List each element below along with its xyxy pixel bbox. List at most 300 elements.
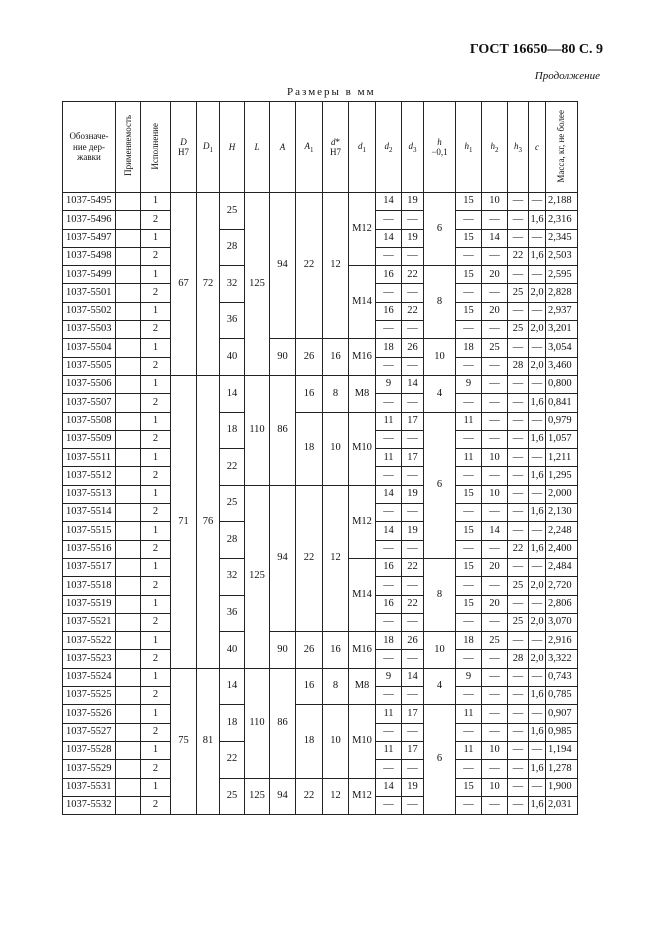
- table-cell: 2: [141, 540, 171, 558]
- designation-cell: 1037-5516: [63, 540, 116, 558]
- table-cell: —: [482, 430, 508, 448]
- merged-cell: 12: [323, 485, 349, 631]
- table-cell: 1,6: [529, 723, 546, 741]
- table-cell: —: [508, 430, 529, 448]
- table-cell: 1: [141, 778, 171, 796]
- table-cell: 2: [141, 687, 171, 705]
- table-cell: —: [508, 412, 529, 430]
- table-cell: 14: [482, 229, 508, 247]
- merged-cell: M16: [349, 632, 376, 669]
- mass-cell: 3,322: [546, 650, 578, 668]
- table-cell: 17: [402, 449, 424, 467]
- table-cell: —: [456, 211, 482, 229]
- mass-cell: 0,743: [546, 668, 578, 686]
- table-cell: 19: [402, 778, 424, 796]
- table-cell: 19: [402, 522, 424, 540]
- table-cell: —: [482, 577, 508, 595]
- table-cell: —: [482, 247, 508, 265]
- table-cell: —: [508, 595, 529, 613]
- table-cell: 16: [376, 266, 402, 284]
- designation-cell: 1037-5524: [63, 668, 116, 686]
- table-cell: 9: [456, 668, 482, 686]
- table-cell: —: [482, 375, 508, 393]
- table-cell: 10: [482, 449, 508, 467]
- merged-cell: 110: [245, 375, 270, 485]
- empty-cell: [116, 540, 141, 558]
- merged-cell: 22: [296, 485, 323, 631]
- merged-cell: 25: [220, 485, 245, 522]
- empty-cell: [116, 687, 141, 705]
- table-cell: 14: [376, 778, 402, 796]
- table-cell: 18: [456, 339, 482, 357]
- table-cell: —: [402, 650, 424, 668]
- table-cell: —: [529, 558, 546, 576]
- merged-cell: 94: [270, 193, 296, 339]
- table-cell: 19: [402, 485, 424, 503]
- merged-cell: 6: [424, 705, 456, 815]
- table-cell: —: [402, 504, 424, 522]
- table-cell: 2: [141, 430, 171, 448]
- table-cell: —: [456, 687, 482, 705]
- table-cell: 1: [141, 412, 171, 430]
- table-cell: —: [508, 687, 529, 705]
- table-cell: 1: [141, 193, 171, 211]
- table-cell: —: [508, 668, 529, 686]
- table-cell: —: [529, 229, 546, 247]
- empty-cell: [116, 302, 141, 320]
- table-cell: 17: [402, 741, 424, 759]
- table-cell: —: [508, 211, 529, 229]
- table-cell: —: [529, 266, 546, 284]
- merged-cell: 12: [323, 778, 349, 815]
- table-cell: 2: [141, 723, 171, 741]
- table-cell: 22: [508, 247, 529, 265]
- table-cell: —: [529, 449, 546, 467]
- table-cell: —: [376, 723, 402, 741]
- mass-cell: 2,937: [546, 302, 578, 320]
- table-cell: 11: [456, 412, 482, 430]
- table-cell: 17: [402, 412, 424, 430]
- empty-cell: [116, 595, 141, 613]
- table-cell: —: [456, 723, 482, 741]
- table-cell: 1: [141, 339, 171, 357]
- table-cell: —: [508, 760, 529, 778]
- table-cell: 19: [402, 229, 424, 247]
- merged-cell: 90: [270, 632, 296, 669]
- mass-cell: 2,720: [546, 577, 578, 595]
- table-cell: 11: [376, 449, 402, 467]
- empty-cell: [116, 668, 141, 686]
- table-cell: 15: [456, 485, 482, 503]
- table-cell: —: [529, 778, 546, 796]
- table-cell: 2: [141, 211, 171, 229]
- table-cell: —: [402, 723, 424, 741]
- table-cell: —: [529, 741, 546, 759]
- table-cell: 1: [141, 668, 171, 686]
- col-h3: $h_3$: [508, 102, 529, 193]
- empty-cell: [116, 723, 141, 741]
- col-A1: $A_1$: [296, 102, 323, 193]
- table-cell: —: [456, 284, 482, 302]
- table-cell: —: [376, 211, 402, 229]
- merged-cell: 22: [220, 449, 245, 486]
- table-cell: 1: [141, 485, 171, 503]
- mass-cell: 0,979: [546, 412, 578, 430]
- mass-cell: 0,841: [546, 394, 578, 412]
- designation-cell: 1037-5527: [63, 723, 116, 741]
- merged-cell: M14: [349, 266, 376, 339]
- table-cell: 2,0: [529, 284, 546, 302]
- empty-cell: [116, 193, 141, 211]
- table-cell: 25: [482, 632, 508, 650]
- merged-cell: 18: [296, 705, 323, 778]
- merged-cell: 40: [220, 632, 245, 669]
- designation-cell: 1037-5517: [63, 558, 116, 576]
- table-cell: 2: [141, 650, 171, 668]
- table-cell: 14: [402, 375, 424, 393]
- table-cell: —: [456, 760, 482, 778]
- designation-cell: 1037-5508: [63, 412, 116, 430]
- merged-cell: 26: [296, 339, 323, 376]
- designation-cell: 1037-5501: [63, 284, 116, 302]
- mass-cell: 2,248: [546, 522, 578, 540]
- table-cell: —: [456, 357, 482, 375]
- table-cell: —: [376, 284, 402, 302]
- table-cell: 14: [402, 668, 424, 686]
- table-cell: 1,6: [529, 394, 546, 412]
- mass-cell: 2,316: [546, 211, 578, 229]
- table-cell: —: [376, 430, 402, 448]
- mass-cell: 2,130: [546, 504, 578, 522]
- mass-cell: 2,484: [546, 558, 578, 576]
- table-cell: —: [508, 229, 529, 247]
- table-cell: —: [508, 193, 529, 211]
- table-cell: 16: [376, 595, 402, 613]
- merged-cell: 76: [197, 375, 220, 668]
- mass-cell: 1,295: [546, 467, 578, 485]
- empty-cell: [116, 430, 141, 448]
- table-cell: 25: [508, 577, 529, 595]
- table-cell: 15: [456, 229, 482, 247]
- merged-cell: 75: [171, 668, 197, 814]
- merged-cell: M12: [349, 193, 376, 266]
- table-cell: 9: [376, 668, 402, 686]
- table-cell: 15: [456, 266, 482, 284]
- table-row: [63, 632, 578, 650]
- table-cell: 25: [508, 321, 529, 339]
- merged-cell: 67: [171, 193, 197, 376]
- table-cell: 1,6: [529, 467, 546, 485]
- mass-cell: 3,460: [546, 357, 578, 375]
- col-d3: $d_3$: [402, 102, 424, 193]
- merged-cell: 22: [296, 193, 323, 339]
- table-row: [63, 412, 578, 430]
- table-cell: 1,6: [529, 796, 546, 814]
- table-cell: 2: [141, 467, 171, 485]
- designation-cell: 1037-5495: [63, 193, 116, 211]
- table-cell: —: [402, 613, 424, 631]
- designation-cell: 1037-5512: [63, 467, 116, 485]
- table-cell: —: [508, 705, 529, 723]
- merged-cell: 32: [220, 266, 245, 303]
- table-cell: 26: [402, 339, 424, 357]
- table-cell: —: [376, 796, 402, 814]
- table-cell: 28: [508, 650, 529, 668]
- table-cell: 2: [141, 247, 171, 265]
- table-cell: 28: [508, 357, 529, 375]
- table-cell: 22: [402, 302, 424, 320]
- table-cell: —: [482, 687, 508, 705]
- merged-cell: 8: [323, 668, 349, 705]
- table-cell: —: [402, 796, 424, 814]
- merged-cell: 10: [323, 705, 349, 778]
- col-L: L: [245, 102, 270, 193]
- table-cell: —: [482, 650, 508, 668]
- table-cell: —: [508, 504, 529, 522]
- table-cell: 25: [508, 613, 529, 631]
- empty-cell: [116, 778, 141, 796]
- table-cell: —: [456, 394, 482, 412]
- table-cell: —: [508, 558, 529, 576]
- designation-cell: 1037-5529: [63, 760, 116, 778]
- designation-cell: 1037-5513: [63, 485, 116, 503]
- empty-cell: [116, 284, 141, 302]
- table-cell: 1,6: [529, 504, 546, 522]
- table-cell: —: [482, 705, 508, 723]
- merged-cell: M12: [349, 485, 376, 558]
- empty-cell: [116, 375, 141, 393]
- table-cell: 16: [376, 302, 402, 320]
- table-cell: —: [529, 522, 546, 540]
- table-row: [63, 485, 578, 503]
- table-cell: —: [529, 193, 546, 211]
- merged-cell: 32: [220, 558, 245, 595]
- designation-cell: 1037-5502: [63, 302, 116, 320]
- table-cell: —: [402, 247, 424, 265]
- table-cell: —: [508, 741, 529, 759]
- merged-cell: 81: [197, 668, 220, 814]
- table-cell: 22: [402, 266, 424, 284]
- designation-cell: 1037-5514: [63, 504, 116, 522]
- table-cell: —: [456, 504, 482, 522]
- merged-cell: 16: [296, 668, 323, 705]
- merged-cell: M14: [349, 558, 376, 631]
- merged-cell: 4: [424, 668, 456, 705]
- empty-cell: [116, 211, 141, 229]
- table-cell: —: [402, 284, 424, 302]
- table-cell: 14: [376, 229, 402, 247]
- table-cell: —: [529, 595, 546, 613]
- table-cell: —: [376, 321, 402, 339]
- merged-cell: 18: [296, 412, 323, 485]
- mass-cell: 3,054: [546, 339, 578, 357]
- designation-cell: 1037-5519: [63, 595, 116, 613]
- table-cell: —: [456, 430, 482, 448]
- designation-cell: 1037-5499: [63, 266, 116, 284]
- designation-cell: 1037-5511: [63, 449, 116, 467]
- designation-cell: 1037-5526: [63, 705, 116, 723]
- table-cell: —: [482, 211, 508, 229]
- table-cell: 20: [482, 595, 508, 613]
- table-cell: —: [529, 705, 546, 723]
- table-cell: —: [456, 796, 482, 814]
- designation-cell: 1037-5521: [63, 613, 116, 631]
- table-header-row: [63, 102, 578, 193]
- table-cell: —: [508, 796, 529, 814]
- table-cell: 16: [376, 558, 402, 576]
- table-cell: 1: [141, 449, 171, 467]
- holders-dimension-table: [62, 101, 578, 815]
- table-cell: 20: [482, 558, 508, 576]
- table-cell: —: [482, 668, 508, 686]
- table-cell: —: [529, 339, 546, 357]
- table-cell: 2: [141, 394, 171, 412]
- table-cell: 1: [141, 558, 171, 576]
- table-cell: 1: [141, 375, 171, 393]
- mass-cell: 3,201: [546, 321, 578, 339]
- empty-cell: [116, 796, 141, 814]
- table-cell: —: [482, 540, 508, 558]
- table-cell: —: [508, 375, 529, 393]
- designation-cell: 1037-5515: [63, 522, 116, 540]
- table-cell: —: [482, 321, 508, 339]
- page-header: ГОСТ 16650—80 С. 9: [469, 42, 603, 57]
- table-cell: —: [402, 394, 424, 412]
- table-cell: 1: [141, 632, 171, 650]
- table-cell: —: [508, 778, 529, 796]
- merged-cell: 28: [220, 522, 245, 559]
- merged-cell: 36: [220, 302, 245, 339]
- merged-cell: 36: [220, 595, 245, 632]
- table-cell: —: [482, 723, 508, 741]
- table-cell: 1: [141, 302, 171, 320]
- table-cell: 10: [482, 485, 508, 503]
- table-cell: —: [376, 504, 402, 522]
- table-cell: 9: [376, 375, 402, 393]
- mass-cell: 2,806: [546, 595, 578, 613]
- table-cell: —: [376, 540, 402, 558]
- designation-cell: 1037-5497: [63, 229, 116, 247]
- table-cell: 14: [376, 485, 402, 503]
- mass-cell: 1,211: [546, 449, 578, 467]
- table-cell: 1,6: [529, 211, 546, 229]
- table-cell: 11: [376, 741, 402, 759]
- merged-cell: 94: [270, 778, 296, 815]
- table-cell: —: [482, 394, 508, 412]
- designation-cell: 1037-5531: [63, 778, 116, 796]
- table-cell: —: [482, 412, 508, 430]
- designation-cell: 1037-5522: [63, 632, 116, 650]
- table-cell: —: [508, 485, 529, 503]
- table-cell: 1: [141, 595, 171, 613]
- merged-cell: M8: [349, 668, 376, 705]
- empty-cell: [116, 266, 141, 284]
- merged-cell: 90: [270, 339, 296, 376]
- designation-cell: 1037-5504: [63, 339, 116, 357]
- merged-cell: 6: [424, 193, 456, 266]
- table-row: [63, 705, 578, 723]
- table-cell: —: [508, 339, 529, 357]
- table-cell: 10: [482, 778, 508, 796]
- empty-cell: [116, 412, 141, 430]
- table-cell: —: [508, 266, 529, 284]
- merged-cell: 16: [323, 339, 349, 376]
- empty-cell: [116, 760, 141, 778]
- designation-cell: 1037-5496: [63, 211, 116, 229]
- designation-cell: 1037-5518: [63, 577, 116, 595]
- table-cell: 11: [456, 741, 482, 759]
- table-cell: —: [482, 613, 508, 631]
- mass-cell: 1,057: [546, 430, 578, 448]
- table-cell: —: [376, 394, 402, 412]
- col-h2: $h_2$: [482, 102, 508, 193]
- table-cell: —: [376, 760, 402, 778]
- table-cell: —: [529, 302, 546, 320]
- mass-cell: 0,800: [546, 375, 578, 393]
- table-row: [63, 778, 578, 796]
- empty-cell: [116, 229, 141, 247]
- table-cell: 20: [482, 302, 508, 320]
- designation-cell: 1037-5523: [63, 650, 116, 668]
- table-cell: —: [376, 577, 402, 595]
- merged-cell: M16: [349, 339, 376, 376]
- merged-cell: 94: [270, 485, 296, 631]
- table-cell: 10: [482, 193, 508, 211]
- merged-cell: 25: [220, 193, 245, 230]
- table-cell: —: [376, 467, 402, 485]
- designation-cell: 1037-5503: [63, 321, 116, 339]
- table-cell: 22: [402, 595, 424, 613]
- table-cell: 15: [456, 193, 482, 211]
- empty-cell: [116, 321, 141, 339]
- mass-cell: 1,278: [546, 760, 578, 778]
- table-cell: 2: [141, 321, 171, 339]
- table-cell: 22: [508, 540, 529, 558]
- merged-cell: 26: [296, 632, 323, 669]
- table-cell: —: [508, 467, 529, 485]
- table-cell: —: [456, 467, 482, 485]
- table-cell: —: [456, 613, 482, 631]
- table-cell: 10: [482, 741, 508, 759]
- table-cell: —: [376, 247, 402, 265]
- table-cell: —: [456, 650, 482, 668]
- mass-cell: 2,031: [546, 796, 578, 814]
- table-cell: 18: [456, 632, 482, 650]
- table-cell: 2: [141, 357, 171, 375]
- merged-cell: 86: [270, 668, 296, 778]
- merged-cell: 8: [323, 375, 349, 412]
- table-cell: 18: [376, 632, 402, 650]
- table-cell: —: [508, 632, 529, 650]
- col-d1: $d_1$: [349, 102, 376, 193]
- merged-cell: 10: [323, 412, 349, 485]
- table-row: [63, 668, 578, 686]
- mass-cell: 0,785: [546, 687, 578, 705]
- table-cell: 11: [456, 449, 482, 467]
- table-cell: —: [402, 321, 424, 339]
- table-cell: —: [508, 723, 529, 741]
- table-cell: —: [482, 357, 508, 375]
- table-cell: 25: [482, 339, 508, 357]
- table-cell: —: [402, 760, 424, 778]
- table-cell: —: [456, 247, 482, 265]
- merged-cell: 110: [245, 668, 270, 778]
- merged-cell: 86: [270, 375, 296, 485]
- mass-cell: 0,907: [546, 705, 578, 723]
- table-cell: 2: [141, 796, 171, 814]
- designation-cell: 1037-5509: [63, 430, 116, 448]
- mass-cell: 2,000: [546, 485, 578, 503]
